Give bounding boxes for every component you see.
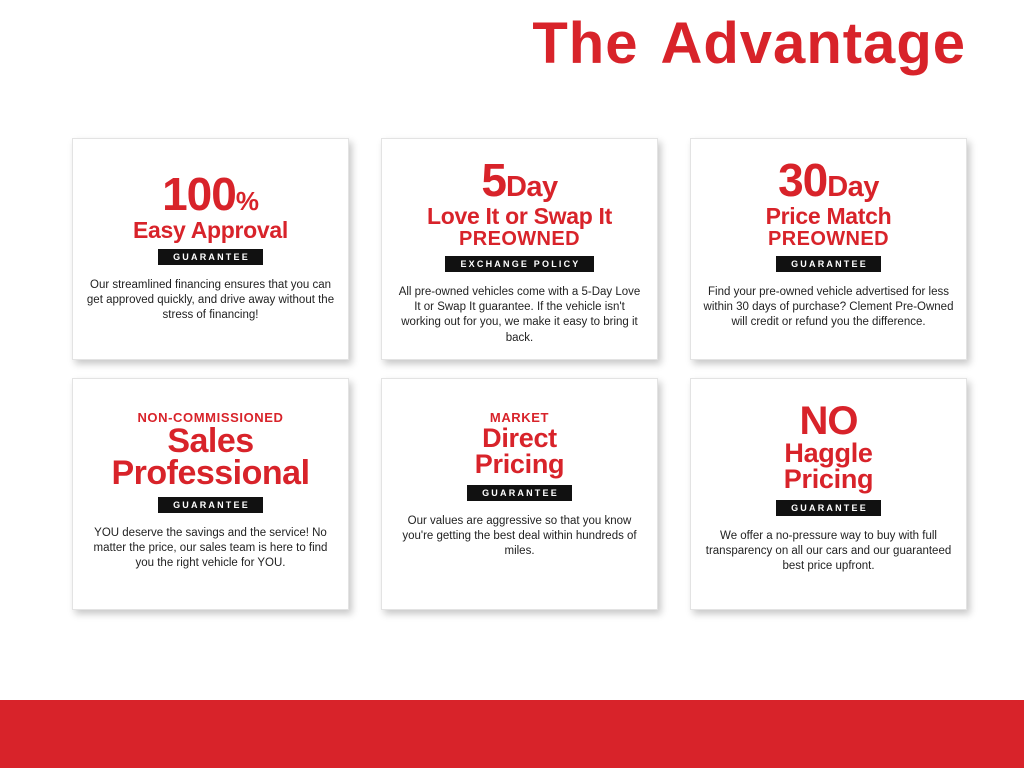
card-content bbox=[394, 393, 645, 559]
card-badge: GUARANTEE bbox=[776, 500, 881, 516]
card-badge: GUARANTEE bbox=[776, 256, 881, 272]
card-body-text: All pre-owned vehicles come with a 5-Day Love It or Swap It guarantee. If the vehicle isn't working out for you, we make it easy to bring it back. bbox=[398, 286, 641, 344]
card-easy-approval[interactable] bbox=[72, 138, 349, 360]
card-content bbox=[85, 153, 336, 324]
card-market-direct-pricing[interactable] bbox=[381, 378, 658, 610]
card-content bbox=[85, 393, 336, 571]
card-no-haggle-pricing[interactable] bbox=[690, 378, 967, 610]
headline-number: 30 bbox=[778, 154, 828, 206]
card-badge: GUARANTEE bbox=[158, 249, 263, 265]
card-badge: GUARANTEE bbox=[158, 497, 263, 513]
card-headline bbox=[703, 154, 954, 206]
headline-eyebrow: NON-COMMISSIONED bbox=[137, 410, 284, 425]
page-header bbox=[0, 0, 1024, 105]
headline-line-2: Pricing bbox=[474, 449, 565, 480]
advantage-card-grid bbox=[72, 138, 968, 610]
card-body-text: Find your pre-owned vehicle advertised for less within 30 days of purchase? Clement Pre-Owned will credit or refund you the difference. bbox=[703, 286, 954, 329]
headline-day-suffix: Day bbox=[827, 171, 879, 203]
headline-day-suffix: Day bbox=[505, 171, 558, 203]
card-love-it-or-swap-it[interactable] bbox=[381, 138, 658, 360]
headline-eyebrow: MARKET bbox=[489, 410, 550, 425]
card-headline bbox=[85, 168, 336, 220]
headline-line-2: Professional bbox=[111, 454, 310, 493]
card-badge: EXCHANGE POLICY bbox=[445, 256, 593, 272]
headline-number: NO bbox=[799, 399, 858, 443]
card-body-text: We offer a no-pressure way to buy with full transparency on all our cars and our guaranteed best price upfront. bbox=[705, 529, 952, 573]
headline-subtitle: Love It or Swap It bbox=[426, 203, 612, 229]
headline-number: 100 bbox=[162, 168, 236, 220]
headline-preowned-label: PREOWNED bbox=[768, 228, 889, 250]
card-body-text: Our values are aggressive so that you know you're getting the best deal within hundreds of miles. bbox=[402, 514, 637, 558]
page-title-word-1: The bbox=[532, 11, 639, 76]
headline-percent-symbol: % bbox=[235, 186, 259, 216]
page-title-word-2: Advantage bbox=[660, 11, 966, 76]
card-content bbox=[703, 393, 954, 574]
headline-number: 5 bbox=[481, 154, 506, 206]
page-title bbox=[532, 10, 966, 77]
card-body-text: Our streamlined financing ensures that you can get approved quickly, and drive away without the stress of financing! bbox=[86, 279, 335, 322]
card-non-commissioned-sales[interactable] bbox=[72, 378, 349, 610]
headline-subtitle: Price Match bbox=[765, 203, 892, 229]
card-headline bbox=[394, 154, 645, 206]
card-body-text: YOU deserve the savings and the service! No matter the price, our sales team is here to find you the right vehicle for YOU. bbox=[93, 526, 328, 569]
card-content bbox=[703, 153, 954, 331]
footer-accent-bar bbox=[0, 700, 1024, 768]
headline-line-2: Pricing bbox=[783, 464, 874, 495]
headline-line-1: Haggle bbox=[784, 437, 873, 468]
card-content bbox=[394, 153, 645, 346]
headline-line-1: Sales bbox=[167, 422, 254, 460]
headline-line-1: Direct bbox=[482, 423, 557, 453]
headline-subtitle: Easy Approval bbox=[132, 217, 289, 243]
card-price-match[interactable] bbox=[690, 138, 967, 360]
card-badge: GUARANTEE bbox=[467, 485, 572, 501]
headline-preowned-label: PREOWNED bbox=[459, 228, 580, 250]
